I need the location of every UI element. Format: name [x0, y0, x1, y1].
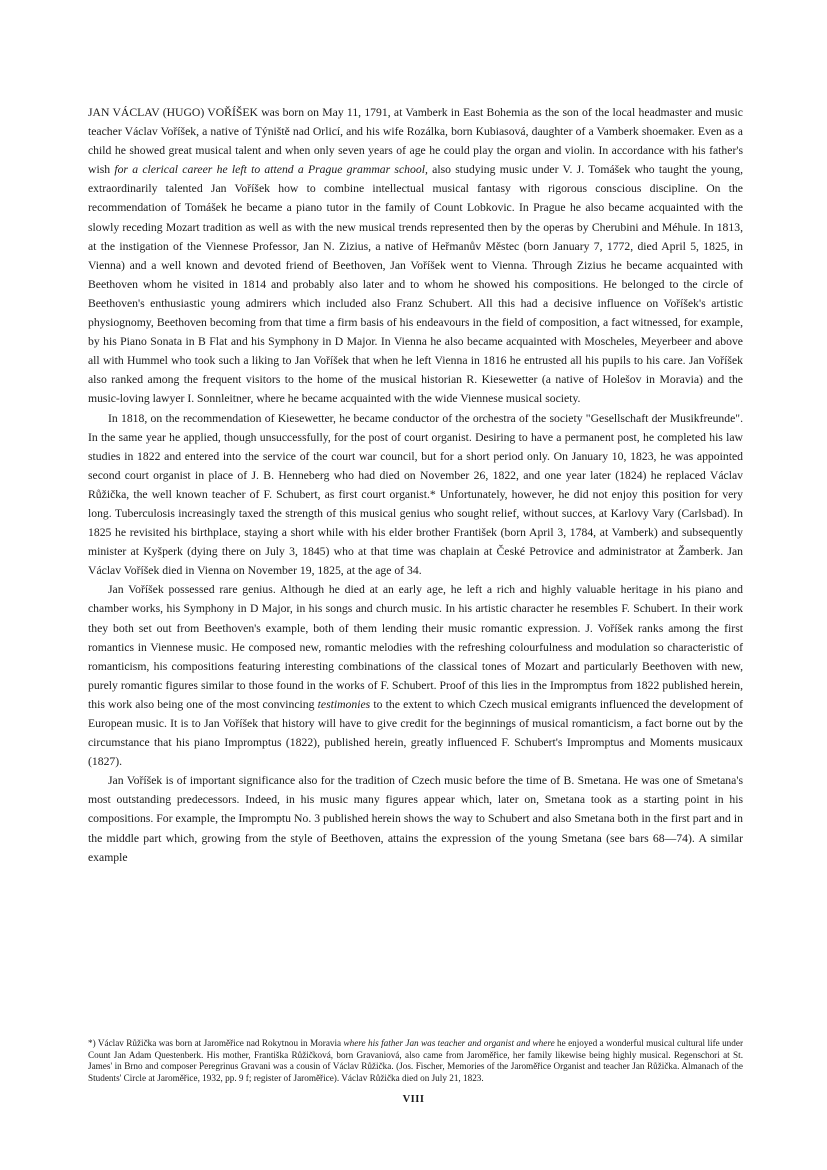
- paragraph-1-italic: for a clerical career he left to attend a Prague grammar school,: [114, 163, 428, 177]
- paragraph-1-part-3: also studying music under V. J. Tomášek who taught the young, extraordinarily talented Jan Voříšek how to combine intellectual musical fantasy with rigorous conscious discipline. On the recommendation of Tomášek he became a piano tutor in the family of Count Lobkovic. In Prague he also became acquainted with the slowly receding Mozart tradition as well as with the new musical trends represented then by the operas by Cherubini and Méhule. In 1813, at the instigation of the Viennese Professor, Jan N. Zizius, a native of Heřmanův Městec (born January 7, 1772, died April 5, 1825, in Vienna) and a well known and devoted friend of Beethoven, Jan Voříšek went to Vienna. Through Zizius he became acquainted with Beethoven whom he visited in 1814 and probably also later and to whom he showed his compositions. He belonged to the circle of Beethoven's enthusiastic young admirers which included also Franz Schubert. All this had a decisive influence on Voříšek's artistic physiognomy, Beethoven becoming from that time a firm basis of his endeavours in the field of composition, a fact witnessed, for example, by his Piano Sonata in B Flat and his Symphony in D Major. In Vienna he also became acquainted with Moscheles, Meyerbeer and above all with Hummel who took such a liking to Jan Voříšek that when he left Vienna in 1816 he entrusted all his pupils to his care. Jan Voříšek also ranked among the frequent visitors to the home of the musical historian R. Kiesewetter (a native of Holešov in Moravia) and the music-loving lawyer I. Sonnleitner, where he became acquainted with the wide Viennese musical society.: [88, 163, 743, 406]
- paragraph-1-part-1: JAN VÁCLAV (HUGO) VOŘÍŠEK was born on May 11, 1791, at Vamberk in East Bohemia as the son of the local headmaster and music teacher Václav Voříšek, a native of Týniště nad Orlicí, and his wife Rozálka, born Kubiasová, daughter of a Vamberk shoemaker. Even as a child he showed great musical talent and when only seven years of age he could play the organ and violin. In accordance with his father's wish: [88, 106, 743, 177]
- paragraph-2: [88, 409, 743, 581]
- paragraph-3-part-1: Jan Voříšek possessed rare genius. Although he died at an early age, he left a rich and highly valuable heritage in his piano and chamber works, his Symphony in D Major, in his songs and church music. In his artistic character he resembles F. Schubert. In their work they both set out from Beethoven's example, both of them lending their music romantic expression. J. Voříšek ranks among the first romantics in Viennese music. He composed new, romantic melodies with the refreshing colourfulness and modulation so characteristic of romanticism, his compositions featuring interesting combinations of the classical tones of Mozart and particularly Beethoven with new, purely romantic figures similar to those found in the works of F. Schubert. Proof of this lies in the Impromptus from 1822 published herein, this work also being one of the most convincing: [88, 583, 743, 711]
- paragraph-4: [88, 771, 743, 866]
- footnote-part-3: he enjoyed a wonderful musical cultural life under Count Jan Adam Questenberk. His mother, Františka Růžičková, born Gravaniová, also came from Jaroměřice, her family likewise being highly musical. Regenschori at St. James' in Brno and composer Peregrinus Gravani was a cousin of Václav Růžička. (Jos. Fischer, Memories of the Jaroměřice Organist and teacher Jan Růžička. Almanach of the Students' Circle at Jaroměřice, 1932, pp. 9 f; register of Jaroměřice). Václav Růžička died on July 21, 1823.: [88, 1038, 744, 1083]
- paragraph-3-part-3: to the extent to which Czech musical emigrants influenced the development of European music. It is to Jan Voříšek that history will have to give credit for the beginnings of musical romanticism, a fact borne out by the circumstance that his piano Impromptus (1822), published herein, greatly influenced F. Schubert's Impromptus and Moments musicaux (1827).: [88, 697, 743, 769]
- footnote-part-1: *) Václav Růžička was born at Jaroměřice nad Rokytnou in Moravia: [88, 1038, 344, 1048]
- paragraph-2-text: In 1818, on the recommendation of Kiesewetter, he became conductor of the orchestra of the society "Gesellschaft der Musikfreunde". In the same year he applied, though unsuccessfully, for the post of court organist. Desiring to have a permanent post, he completed his law studies in 1822 and entered into the service of the court war council, but for a short period only. On January 10, 1823, he was appointed second court organist in place of J. B. Henneberg who had died on November 26, 1822, and one year later (1824) he replaced Václav Růžička, the well known teacher of F. Schubert, as first court organist.* Unfortunately, however, he did not enjoy this position for very long. Tuberculosis increasingly taxed the strength of this musical genius who sought relief, without succes, at Karlovy Vary (Carlsbad). In 1825 he revisited his birthplace, staying a short while with his elder brother František (born April 3, 1784, at Vamberk) and subsequently minister at Kyšperk (dying there on July 3, 1845) who at that time was chaplain at České Petrovice and administrator at Žamberk. Jan Václav Voříšek died in Vienna on November 19, 1825, at the age of 34.: [88, 411, 743, 578]
- paragraph-3-italic: testimonies: [317, 697, 371, 711]
- footnote-italic: where his father Jan was teacher and organist and where: [343, 1038, 555, 1048]
- footnote: [88, 1038, 743, 1084]
- page-number: VIII: [402, 1094, 425, 1105]
- paragraph-1: [88, 103, 743, 409]
- biography-text: [88, 103, 743, 867]
- paragraph-4-text: Jan Voříšek is of important significance also for the tradition of Czech music before the time of B. Smetana. He was one of Smetana's most outstanding predecessors. Indeed, in his music many figures appear which, later on, Smetana took as a starting point in his compositions. For example, the Impromptu No. 3 published herein shows the way to Schubert and also Smetana both in the first part and in the middle part which, growing from the style of Beethoven, attains the expression of the young Smetana (see bars 68—74). A similar example: [88, 774, 743, 864]
- paragraph-3: [88, 580, 743, 771]
